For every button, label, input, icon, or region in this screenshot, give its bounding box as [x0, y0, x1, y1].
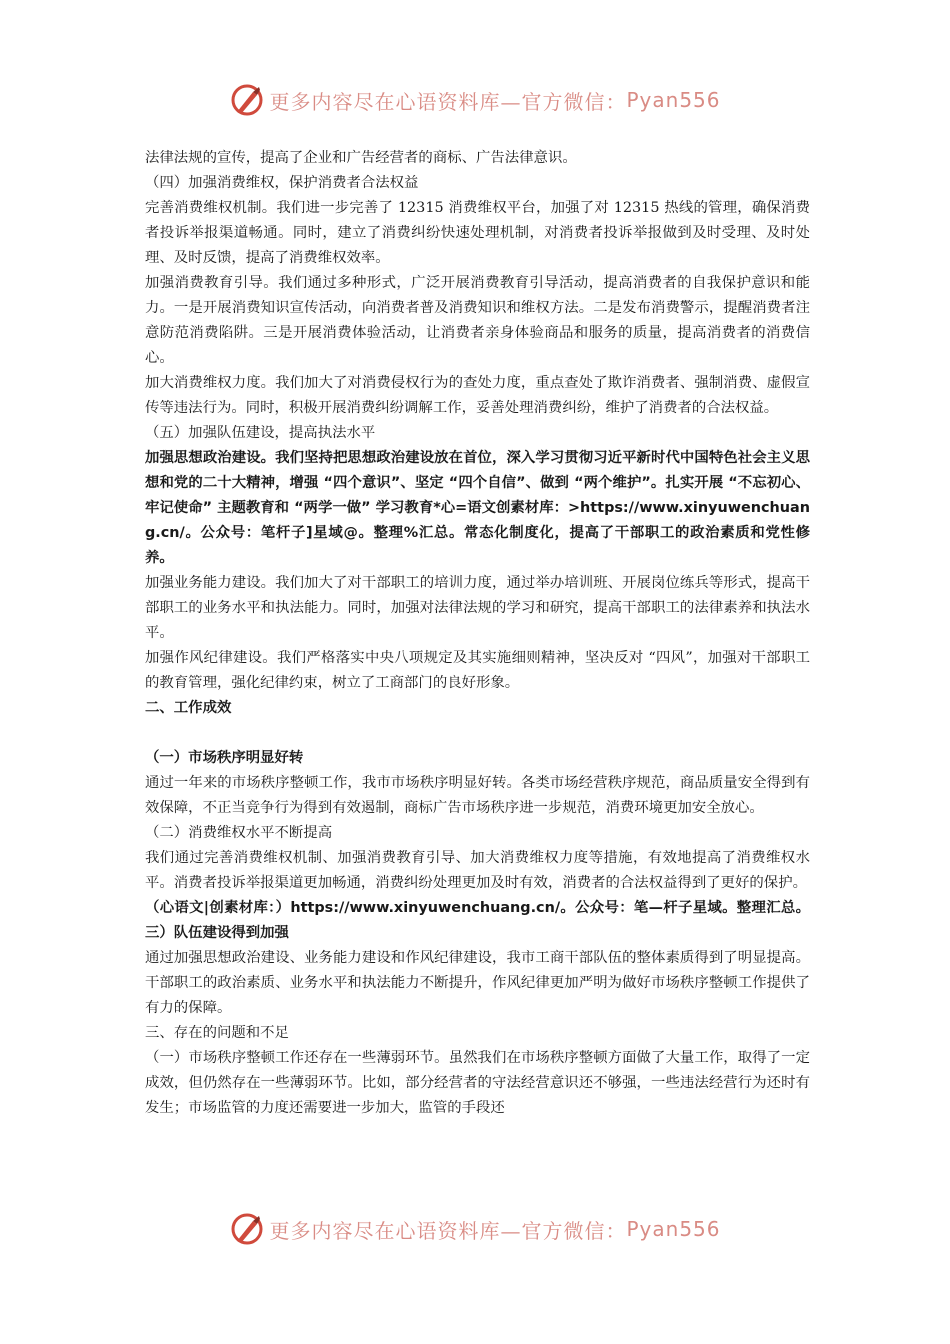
pen-circle-logo-icon [229, 82, 265, 118]
section-heading: （五）加强队伍建设，提高执法水平 [145, 425, 376, 441]
banner-text: 更多内容尽在心语资料库—官方微信： [269, 1218, 627, 1243]
pen-circle-logo-icon [229, 1211, 265, 1247]
paragraph: 完善消费维权机制。我们进一步完善了 12315 消费维权平台，加强了对 12315 热线的管理，确保消费者投诉举报渠道畅通。同时，建立了消费纠纷快速处理机制，对消费者投诉举报做到及时受理、及时处理、及时反馈，提高了消费维权效率。 [145, 200, 810, 266]
banner-wechat-id: Pyan556 [626, 1217, 721, 1241]
paragraph: 加强消费教育引导。我们通过多种形式，广泛开展消费教育引导活动，提高消费者的自我保护意识和能力。一是开展消费知识宣传活动，向消费者普及消费知识和维权方法。二是发布消费警示，提醒消费者注意防范消费陷阱。三是开展消费体验活动，让消费者亲身体验商品和服务的质量，提高消费者的消费信心。 [145, 275, 810, 366]
paragraph: 加大消费维权力度。我们加大了对消费侵权行为的查处力度，重点查处了欺诈消费者、强制消费、虚假宣传等违法行为。同时，积极开展消费纠纷调解工作，妥善处理消费纠纷，维护了消费者的合法权益。 [145, 375, 810, 416]
chapter-heading: 三、存在的问题和不足 [145, 1025, 289, 1041]
section-heading: （一）市场秩序明显好转 [145, 750, 304, 766]
paragraph-bold: 加强思想政治建设。我们坚持把思想政治建设放在首位，深入学习贯彻习近平新时代中国特色社会主义思想和党的二十大精神，增强 “四个意识”、坚定 “四个自信”、做到 “两个维护”。扎实开展 “不忘初心、牢记使命” 主题教育和 “两学一做” 学习教育*心=语文创素材库：>https://www.xinyuwenchuang.cn/。公众号：笔杆子]星域@。整理%汇总。常态化制度化，提高了干部职工的政治素质和党性修养。 [145, 450, 810, 566]
section-heading: （二）消费维权水平不断提高 [145, 825, 333, 841]
footer-banner [0, 1209, 950, 1249]
paragraph: （一）市场秩序整顿工作还存在一些薄弱环节。虽然我们在市场秩序整顿方面做了大量工作，取得了一定成效，但仍然存在一些薄弱环节。比如，部分经营者的守法经营意识还不够强，一些违法经营行为还时有发生；市场监管的力度还需要进一步加大，监管的手段还 [145, 1050, 810, 1116]
blank-line [145, 721, 810, 746]
paragraph: 我们通过完善消费维权机制、加强消费教育引导、加大消费维权力度等措施，有效地提高了消费维权水平。消费者投诉举报渠道更加畅通，消费纠纷处理更加及时有效，消费者的合法权益得到了更好的保护。 [145, 850, 810, 891]
paragraph: 通过一年来的市场秩序整顿工作，我市市场秩序明显好转。各类市场经营秩序规范，商品质量安全得到有效保障，不正当竞争行为得到有效遏制，商标广告市场秩序进一步规范，消费环境更加安全放心。 [145, 775, 810, 816]
banner-text: 更多内容尽在心语资料库—官方微信： [269, 89, 627, 114]
paragraph: 通过加强思想政治建设、业务能力建设和作风纪律建设，我市工商干部队伍的整体素质得到了明显提高。干部职工的政治素质、业务水平和执法能力不断提升，作风纪律更加严明为做好市场秩序整顿工作提供了有力的保障。 [145, 950, 810, 1016]
paragraph: 法律法规的宣传，提高了企业和广告经营者的商标、广告法律意识。 [145, 150, 577, 166]
paragraph: 加强业务能力建设。我们加大了对干部职工的培训力度，通过举办培训班、开展岗位练兵等形式，提高干部职工的业务水平和执法能力。同时，加强对法律法规的学习和研究，提高干部职工的法律素养和执法水平。 [145, 575, 810, 641]
section-heading: （四）加强消费维权，保护消费者合法权益 [145, 175, 419, 191]
paragraph-bold: （心语文|创素材库：）https://www.xinyuwenchuang.cn/。公众号：笔—杆子星域。整理汇总。三）队伍建设得到加强 [145, 900, 810, 941]
chapter-heading: 二、工作成效 [145, 700, 232, 716]
paragraph: 加强作风纪律建设。我们严格落实中央八项规定及其实施细则精神，坚决反对 “四风”，加强对干部职工的教育管理，强化纪律约束，树立了工商部门的良好形象。 [145, 650, 810, 691]
banner-wechat-id: Pyan556 [626, 88, 721, 112]
header-banner [0, 80, 950, 120]
document-body [145, 146, 810, 1121]
